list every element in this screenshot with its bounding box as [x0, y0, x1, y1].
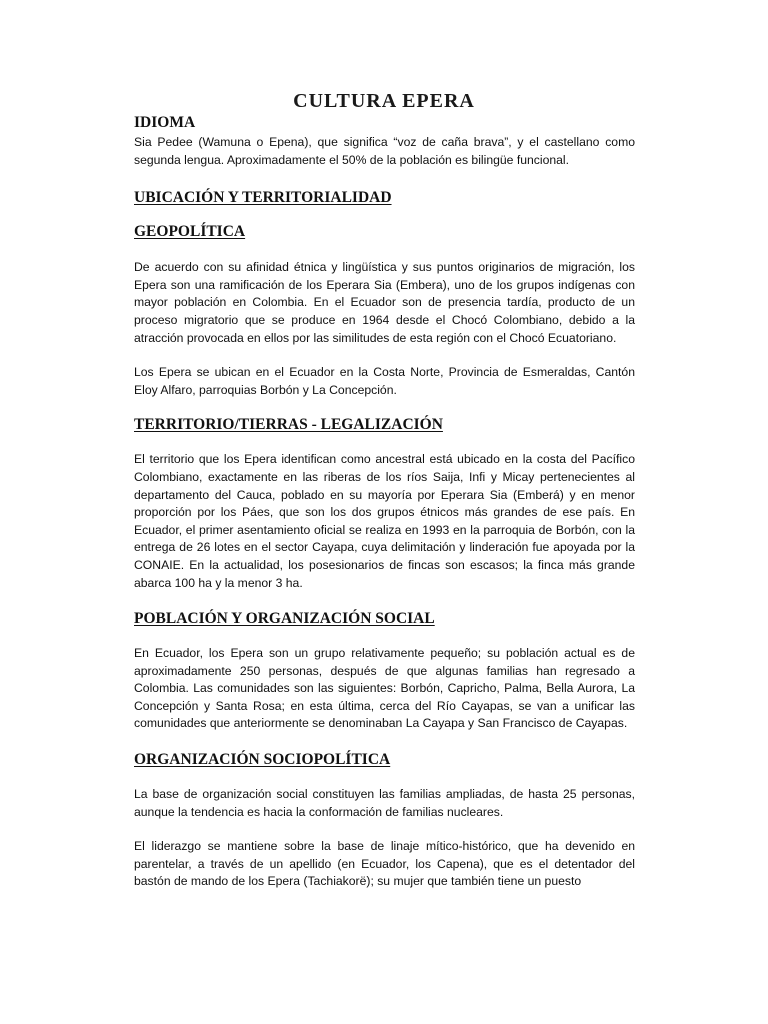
heading-geopolitica: GEOPOLÍTICA [134, 223, 246, 241]
document-body [134, 114, 635, 891]
paragraph-geopolitica-2: Los Epera se ubican en el Ecuador en la Costa Norte, Provincia de Esmeraldas, Cantón Eloy Alfaro, parroquias Borbón y La Concepción. [134, 365, 635, 397]
document-title: CULTURA EPERA [293, 90, 475, 112]
heading-territorio: TERRITORIO/TIERRAS - LEGALIZACIÓN [134, 416, 443, 434]
paragraph-sociopolitica-1: La base de organización social constituyen las familias ampliadas, de hasta 25 personas, aunque la tendencia es hacia la conformación de familias nucleares. [134, 787, 635, 819]
heading-ubicacion: UBICACIÓN Y TERRITORIALIDAD [134, 189, 392, 207]
paragraph-poblacion: En Ecuador, los Epera son un grupo relativamente pequeño; su población actual es de aproximadamente 250 personas, después de que algunas familias han regresado a Colombia. Las comunidades son las siguientes: Borbón, Capricho, Palma, Bella Aurora, La Concepción y Santa Rosa; en esta última, cerca del Río Cayapas, se van a unificar las comunidades que anteriormente se denominaban La Cayapa y San Francisco de Cayapas. [134, 646, 635, 731]
paragraph-sociopolitica-2: El liderazgo se mantiene sobre la base de linaje mítico-histórico, que ha devenido en parentelar, a través de un apellido (en Ecuador, los Capena), que es el detentador del bastón de mando de los Epera (Tachiakorë); su mujer que también tiene un puesto [134, 839, 635, 889]
heading-sociopolitica: ORGANIZACIÓN SOCIOPOLÍTICA [134, 751, 391, 769]
paragraph-territorio: El territorio que los Epera identifican como ancestral está ubicado en la costa del Pacífico Colombiano, exactamente en las riberas de los ríos Saija, Infi y Micay pertenecientes al departamento del Cauca, poblado en su mayoría por Eperara Sia (Emberá) y en menor proporción por los Páes, que son los dos grupos étnicos más grandes de ese país. En Ecuador, el primer asentamiento oficial se realiza en 1993 en la parroquia de Borbón, con la entrega de 26 lotes en el sector Cayapa, cuya delimitación y linderación fue apoyada por la CONAIE. En la actualidad, los posesionarios de fincas son escasos; la finca más grande abarca 100 ha y la menor 3 ha. [134, 452, 635, 590]
heading-idioma: IDIOMA [134, 114, 196, 131]
paragraph-idioma: Sia Pedee (Wamuna o Epena), que significa “voz de caña brava”, y el castellano como segunda lengua. Aproximadamente el 50% de la población es bilingüe funcional. [134, 135, 635, 167]
paragraph-geopolitica-1: De acuerdo con su afinidad étnica y lingüística y sus puntos originarios de migración, los Epera son una ramificación de los Eperara Sia (Embera), uno de los grupos indígenas con mayor población en Colombia. En el Ecuador son de presencia tardía, producto de un proceso migratorio que se produce en 1964 desde el Chocó Colombiano, debido a la atracción provocada en ellos por las similitudes de esta región con el Chocó Ecuatoriano. [134, 260, 635, 345]
heading-poblacion: POBLACIÓN Y ORGANIZACIÓN SOCIAL [134, 610, 435, 628]
